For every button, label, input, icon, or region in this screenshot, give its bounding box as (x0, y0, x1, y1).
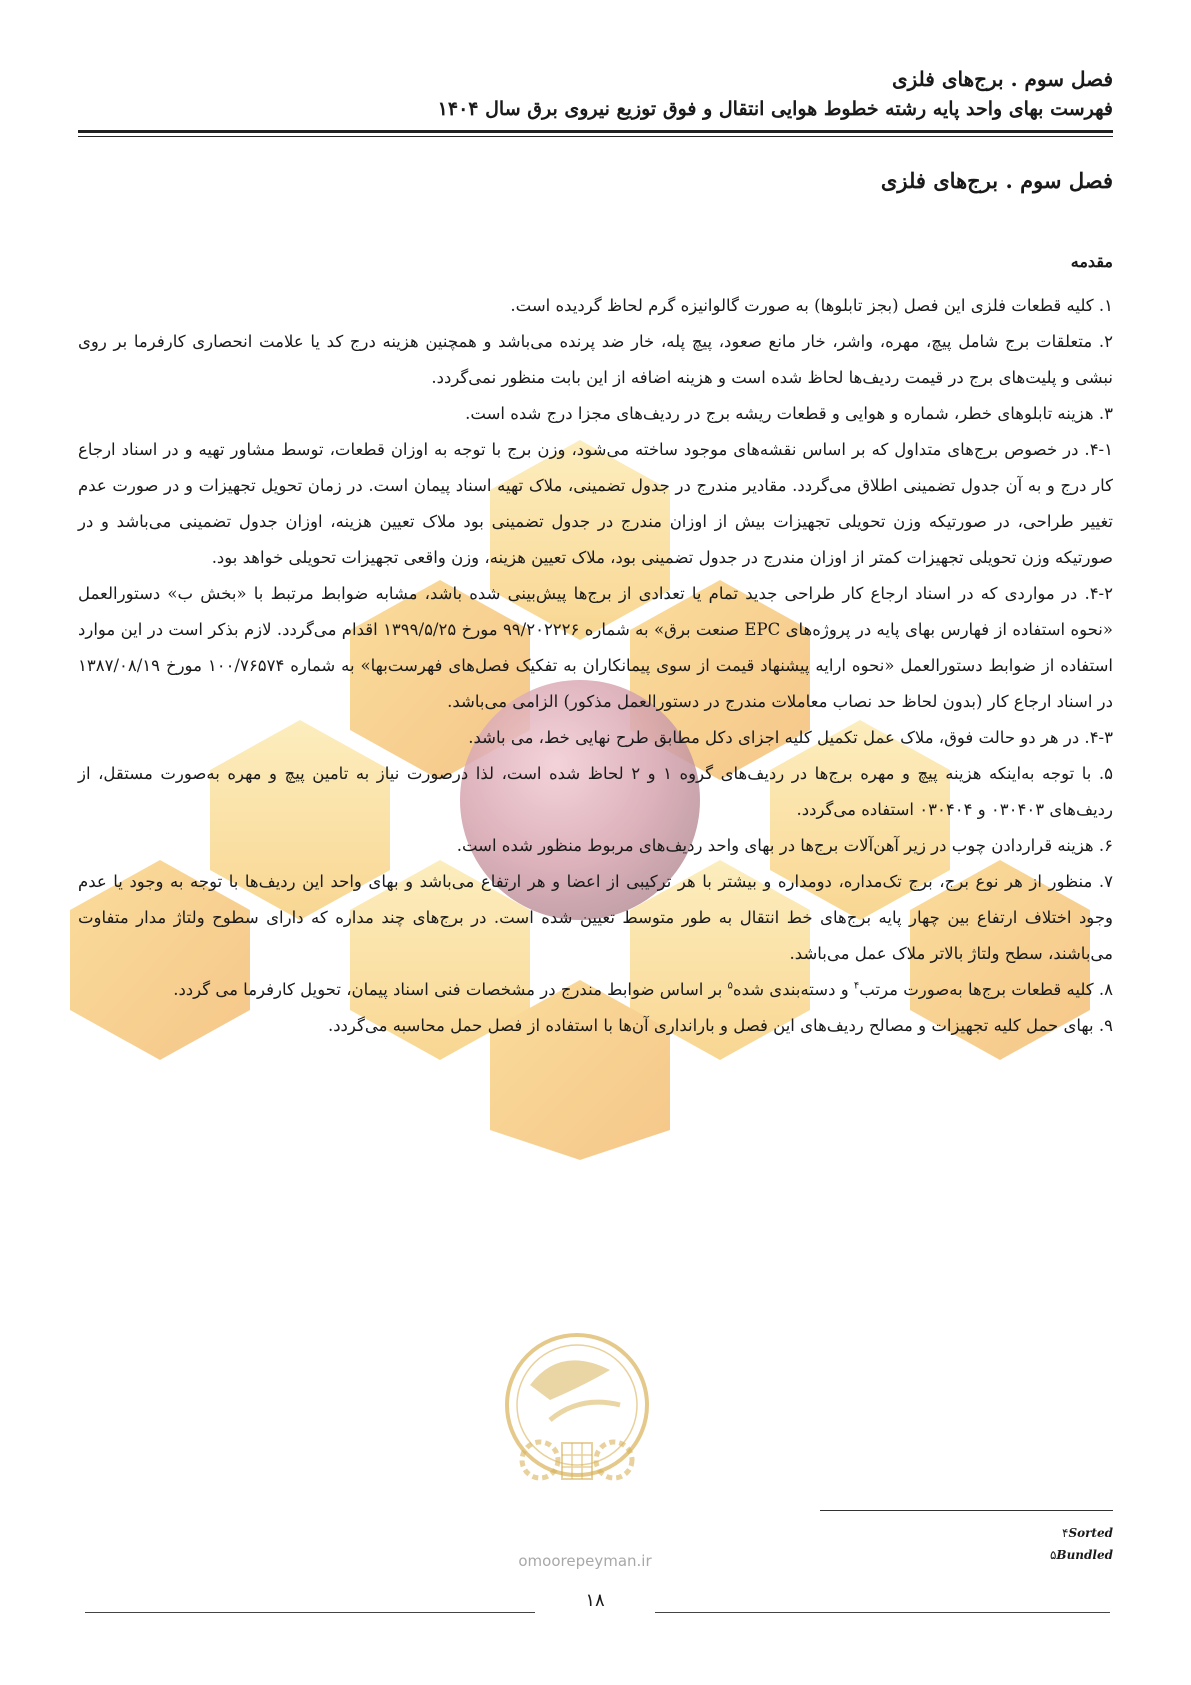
footnote-separator (820, 1510, 1113, 1511)
paragraph-9: ۹. بهای حمل کلیه تجهیزات و مصالح ردیف‌های این فصل و بارانداری آن‌ها با استفاده از فصل حمل محاسبه می‌گردد. (327, 1016, 1113, 1035)
paragraph-8 (78, 972, 1113, 1008)
footnote-ref-5[interactable]: ۵ (727, 980, 733, 992)
paragraph-8-part-2: و دسته‌بندی شده (732, 980, 849, 999)
paragraph-6: ۶. هزینه قراردادن چوب در زیر آهن‌آلات برج‌ها در بهای واحد ردیف‌های مربوط منظور شده است. (456, 836, 1113, 855)
paragraph-7: ۷. منظور از هر نوع برج، برج تک‌مداره، دومداره و بیشتر با هر ترکیبی از اعضا و هر ارتفاع می‌باشد و بهای واحد این ردیف‌ها با توجه به وجود یا عدم وجود اختلاف ارتفاع بین چهار پایه برج‌های خط انتقال به طور متوسط تعیین شده است. در برج‌های چند مداره که دارای سطوح ولتاژ مدار متفاوت می‌باشند، سطح ولتاژ بالاتر ملاک عمل می‌باشد. (78, 872, 1113, 963)
footer-line-left (85, 1612, 535, 1613)
paragraph-4-3: ۴-۳. در هر دو حالت فوق، ملاک عمل تکمیل کلیه اجزای دکل مطابق طرح نهایی خط، می باشد. (468, 728, 1113, 747)
footnote-5 (1046, 1544, 1113, 1566)
header-subtitle: فهرست بهای واحد پایه رشته خطوط هوایی انتقال و فوق توزیع نیروی برق سال ۱۴۰۴ (437, 98, 1113, 120)
chapter-title: فصل سوم . برج‌های فلزی (880, 168, 1113, 193)
paragraph-8-part-1: ۸. کلیه قطعات برج‌ها به‌صورت مرتب (859, 980, 1113, 999)
paragraph-4-1: ۴-۱. در خصوص برج‌های متداول که بر اساس نقشه‌های موجود ساخته می‌شود، وزن برج با توجه به اوزان قطعات، توسط مشاور تهیه و در اسناد ارجاع کار درج و به آن جدول تضمینی اطلاق می‌گردد. مقادیر مندرج در جدول تضمینی، ملاک تهیه اسناد پیمان است. در زمان تحویل تجهیزات و در صورت عدم تغییر طراحی، در صورتیکه وزن تحویلی تجهیزات بیش از اوزان مندرج در جدول تضمینی بود ملاک تعیین هزینه، اوزان جدول تضمینی می‌باشد و در صورتیکه وزن تحویلی تجهیزات کمتر از اوزان مندرج در جدول تضمینی بود، ملاک تعیین هزینه، وزن واقعی تجهیزات تحویلی خواهد بود. (78, 440, 1113, 567)
paragraph-1: ۱. کلیه قطعات فلزی این فصل (بجز تابلوها) به صورت گالوانیزه گرم لحاظ گردیده است. (510, 296, 1113, 315)
footnote-ref-4[interactable]: ۴ (853, 980, 860, 992)
footnote-4-text: Sorted (1068, 1526, 1113, 1540)
paragraph-5: ۵. با توجه به‌اینکه هزینه پیچ و مهره برج‌ها در ردیف‌های گروه ۱ و ۲ لحاظ شده است، لذا درصورت نیاز به تامین پیچ و مهره به‌صورت مستقل، از ردیف‌های ۰۳۰۴۰۳ و ۰۳۰۴۰۴ استفاده می‌گردد. (78, 764, 1113, 819)
paragraph-2: ۲. متعلقات برج شامل پیچ، مهره، واشر، خار مانع صعود، پیچ پله، خار ضد پرنده می‌باشد و همچنین هزینه درج کد یا علامت انحصاری کارفرما بر روی نبشی و پلیت‌های برج در قیمت ردیف‌ها لحاظ شده است و هزینه اضافه از این بابت منظور نمی‌گردد. (78, 332, 1113, 387)
omoorepeyman-logo (490, 1325, 665, 1505)
footnote-5-mark: ۵ (1049, 1548, 1057, 1562)
header-rule-thick (78, 130, 1113, 133)
footer-line-right (655, 1612, 1110, 1613)
footnote-5-text: Bundled (1056, 1548, 1113, 1562)
intro-heading: مقدمه (1070, 252, 1113, 271)
header-chapter: فصل سوم . برج‌های فلزی (891, 67, 1113, 91)
footnote-4 (1046, 1522, 1113, 1544)
page-header (78, 64, 1113, 124)
header-rule-thin (78, 136, 1113, 137)
watermark-site: omoorepeyman.ir (518, 1552, 652, 1570)
footnotes (1046, 1522, 1113, 1566)
paragraph-8-part-3: بر اساس ضوابط مندرج در مشخصات فنی اسناد پیمان، تحویل کارفرما می گردد. (173, 980, 723, 999)
footnote-4-mark: ۴ (1061, 1526, 1069, 1540)
body-text (78, 288, 1113, 1044)
paragraph-4-2: ۴-۲. در مواردی که در اسناد ارجاع کار طراحی جدید تمام یا تعدادی از برج‌ها پیش‌بینی شده باشد، مشابه ضوابط مرتبط با «بخش ب» دستورالعمل «نحوه استفاده از فهارس بهای پایه در پروژه‌های EPC صنعت برق» به شماره ۹۹/۲۰۲۲۲۶ مورخ ۱۳۹۹/۵/۲۵ اقدام می‌گردد. لازم بذکر است در این موارد استفاده از ضوابط دستورالعمل «نحوه ارایه پیشنهاد قیمت از سوی پیمانکاران به تفکیک فصل‌های فهرست‌بها» به شماره ۱۰۰/۷۶۵۷۴ مورخ ۱۳۸۷/۰۸/۱۹ در اسناد ارجاع کار (بدون لحاظ حد نصاب معاملات مندرج در دستورالعمل مذکور) الزامی می‌باشد. (78, 584, 1113, 711)
paragraph-3: ۳. هزینه تابلوهای خطر، شماره و هوایی و قطعات ریشه برج در ردیف‌های مجزا درج شده است. (465, 404, 1113, 423)
page-number: ۱۸ (585, 1590, 605, 1611)
